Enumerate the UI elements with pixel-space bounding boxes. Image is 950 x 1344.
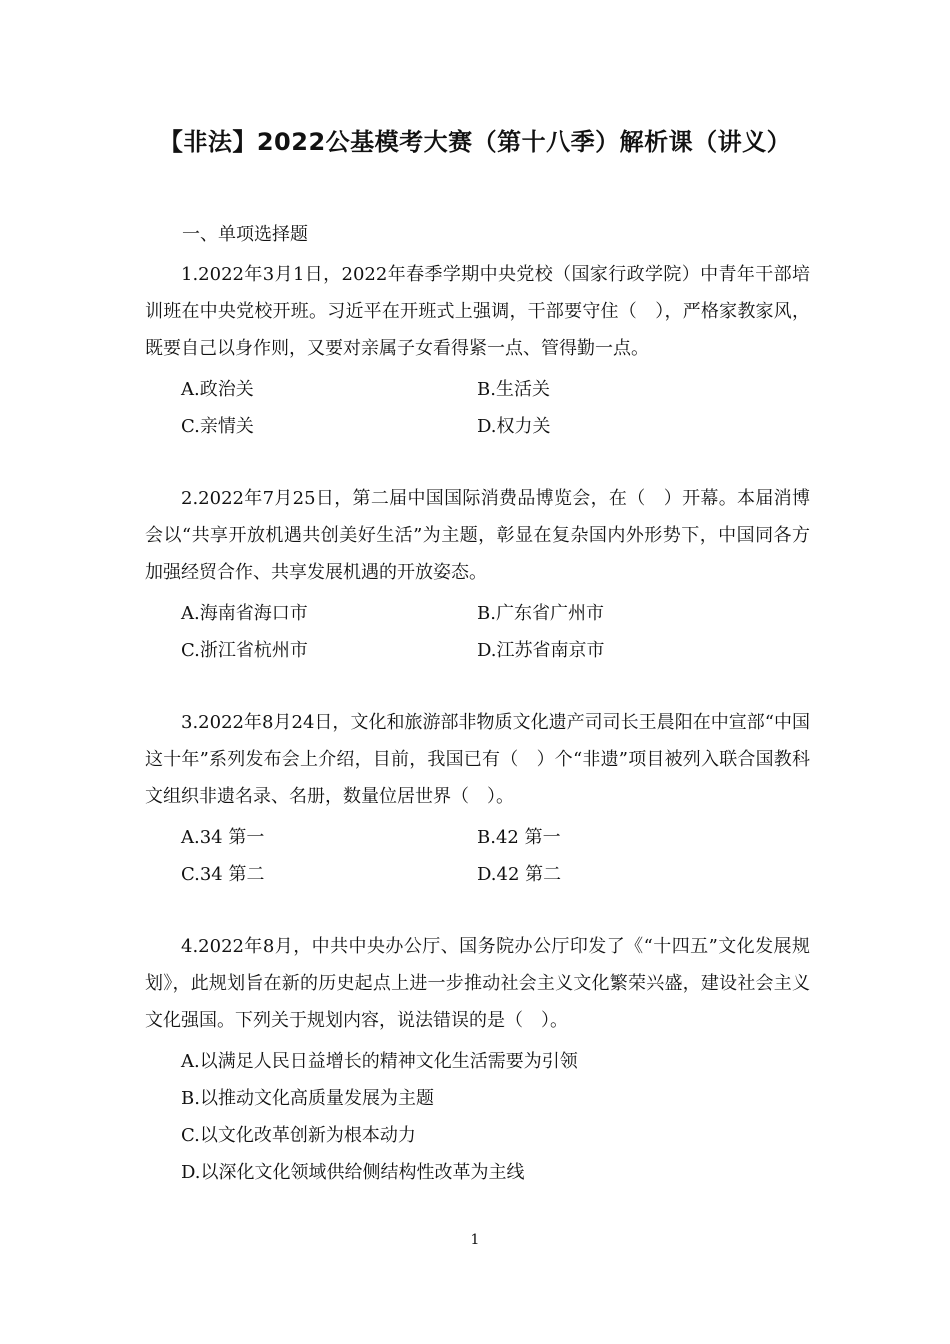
question-stem: 3.2022年8月24日，文化和旅游部非物质文化遗产司司长王晨阳在中宣部“中国这十年”系列发布会上介绍，目前，我国已有（ ）个“非遗”项目被列入联合国教科文组织非遗名录、名册，数量位居世界（ ）。 [145, 712, 810, 807]
option-d: D.42 第二 [477, 863, 562, 885]
question-stem: 2.2022年7月25日，第二届中国国际消费品博览会，在（ ）开幕。本届消博会以“共享开放机遇共创美好生活”为主题，彰显在复杂国内外形势下，中国同各方加强经贸合作、共享发展机遇的开放姿态。 [145, 488, 810, 583]
option-c: C.亲情关 [181, 415, 254, 437]
question-stem: 4.2022年8月，中共中央办公厅、国务院办公厅印发了《“十四五”文化发展规划》，此规划旨在新的历史起点上进一步推动社会主义文化繁荣兴盛，建设社会主义文化强国。下列关于规划内容，说法错误的是（ ）。 [145, 936, 810, 1031]
options [145, 593, 810, 667]
question-stem: 1.2022年3月1日，2022年春季学期中央党校（国家行政学院）中青年干部培训班在中央党校开班。习近平在开班式上强调，干部要守住（ ），严格家教家风，既要自己以身作则，又要对亲属子女看得紧一点、管得勤一点。 [145, 264, 810, 359]
option-c: C.以文化改革创新为根本动力 [181, 1124, 416, 1146]
option-b: B.以推动文化高质量发展为主题 [181, 1087, 434, 1109]
option-d: D.以深化文化领域供给侧结构性改革为主线 [181, 1161, 525, 1183]
question-4 [145, 928, 810, 1189]
document-title: 【非法】2022公基模考大赛（第十八季）解析课（讲义） [158, 128, 792, 156]
option-a: A.以满足人民日益增长的精神文化生活需要为引领 [181, 1050, 578, 1072]
option-b: B.生活关 [477, 378, 550, 400]
options [145, 817, 810, 891]
question-2 [145, 480, 810, 667]
option-a: A.34 第一 [181, 826, 265, 848]
option-b: B.42 第一 [477, 826, 561, 848]
question-3 [145, 704, 810, 891]
options [145, 1041, 810, 1189]
option-a: A.海南省海口市 [181, 602, 308, 624]
option-d: D.权力关 [477, 415, 551, 437]
section-heading: 一、单项选择题 [182, 224, 308, 245]
option-d: D.江苏省南京市 [477, 639, 605, 661]
options [145, 369, 810, 443]
option-a: A.政治关 [181, 378, 254, 400]
option-c: C.34 第二 [181, 863, 265, 885]
option-b: B.广东省广州市 [477, 602, 604, 624]
page-number: 1 [470, 1232, 480, 1248]
question-1 [145, 256, 810, 443]
option-c: C.浙江省杭州市 [181, 639, 308, 661]
